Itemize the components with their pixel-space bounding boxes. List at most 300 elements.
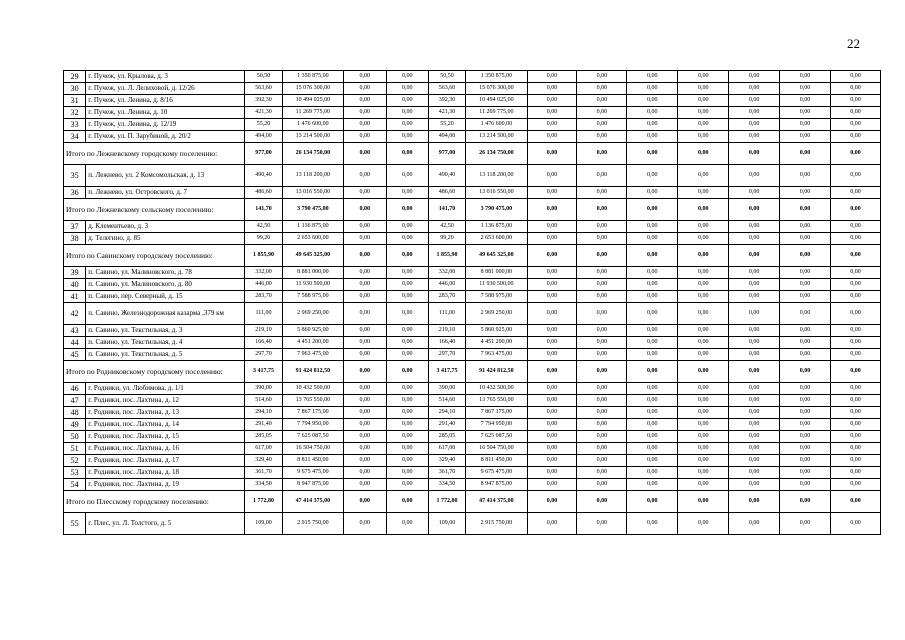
value-cell: 0,00 (627, 119, 678, 131)
row-number: 42 (64, 303, 86, 325)
value-cell: 0,00 (527, 395, 577, 407)
value-cell: 15 076 300,00 (466, 83, 528, 95)
row-number: 30 (64, 83, 86, 95)
value-cell: 0,00 (344, 291, 386, 303)
address-cell: г. Пучеж, ул. Крылова, д. 3 (86, 71, 245, 83)
value-cell: 0,00 (577, 419, 627, 431)
value-cell: 0,00 (386, 83, 428, 95)
value-cell: 0,00 (627, 291, 678, 303)
value-cell: 0,00 (780, 491, 831, 513)
value-cell: 0,00 (344, 119, 386, 131)
value-cell: 0,00 (729, 325, 780, 337)
value-cell: 13 214 500,00 (466, 131, 528, 143)
value-cell: 0,00 (831, 165, 881, 187)
value-cell: 10 432 500,00 (282, 383, 344, 395)
value-cell: 0,00 (678, 419, 729, 431)
row-number: 45 (64, 349, 86, 361)
address-cell: п. Савино, ул. Малиновского, д. 80 (86, 279, 245, 291)
value-cell: 0,00 (386, 187, 428, 199)
value-cell: 1 855,90 (245, 245, 282, 267)
row-number: 54 (64, 479, 86, 491)
value-cell: 1 136 875,00 (282, 221, 344, 233)
value-cell: 0,00 (386, 455, 428, 467)
value-cell: 0,00 (729, 245, 780, 267)
value-cell: 0,00 (577, 337, 627, 349)
value-cell: 0,00 (386, 131, 428, 143)
value-cell: 0,00 (577, 119, 627, 131)
value-cell: 13 016 550,00 (282, 187, 344, 199)
row-number: 55 (64, 513, 86, 535)
table-row (64, 71, 881, 83)
value-cell: 390,00 (245, 383, 282, 395)
value-cell: 0,00 (577, 407, 627, 419)
value-cell: 11 930 500,00 (466, 279, 528, 291)
row-number: 41 (64, 291, 86, 303)
value-cell: 1 772,80 (428, 491, 465, 513)
value-cell: 0,00 (386, 419, 428, 431)
value-cell: 297,70 (245, 349, 282, 361)
subtotal-label: Итого по Лежневскому сельскому поселению: (64, 199, 245, 221)
value-cell: 0,00 (527, 325, 577, 337)
value-cell: 3 790 475,00 (282, 199, 344, 221)
value-cell: 0,00 (386, 383, 428, 395)
value-cell: 0,00 (344, 303, 386, 325)
subtotal-row (64, 491, 881, 513)
value-cell: 0,00 (729, 431, 780, 443)
address-cell: п. Лежнево, ул. Островского, д. 7 (86, 187, 245, 199)
table-row (64, 267, 881, 279)
value-cell: 91 424 812,50 (282, 361, 344, 383)
value-cell: 0,00 (386, 233, 428, 245)
value-cell: 49 645 325,00 (466, 245, 528, 267)
subtotal-row (64, 361, 881, 383)
value-cell: 0,00 (729, 407, 780, 419)
value-cell: 0,00 (831, 131, 881, 143)
value-cell: 0,00 (729, 513, 780, 535)
value-cell: 0,00 (729, 199, 780, 221)
value-cell: 0,00 (729, 419, 780, 431)
value-cell: 0,00 (577, 361, 627, 383)
value-cell: 0,00 (831, 407, 881, 419)
value-cell: 2 915 750,00 (466, 513, 528, 535)
value-cell: 42,50 (245, 221, 282, 233)
value-cell: 0,00 (577, 513, 627, 535)
value-cell: 0,00 (627, 95, 678, 107)
value-cell: 7 588 975,00 (466, 291, 528, 303)
value-cell: 283,70 (245, 291, 282, 303)
value-cell: 0,00 (729, 131, 780, 143)
value-cell: 0,00 (344, 361, 386, 383)
row-number: 38 (64, 233, 86, 245)
value-cell: 0,00 (577, 199, 627, 221)
value-cell: 2 969 250,00 (282, 303, 344, 325)
value-cell: 0,00 (729, 443, 780, 455)
address-cell: г. Родники, ул. Любимова, д. 1/1 (86, 383, 245, 395)
value-cell: 490,40 (245, 165, 282, 187)
value-cell: 0,00 (344, 221, 386, 233)
value-cell: 0,00 (627, 131, 678, 143)
value-cell: 0,00 (627, 467, 678, 479)
value-cell: 0,00 (386, 361, 428, 383)
value-cell: 0,00 (577, 383, 627, 395)
value-cell: 0,00 (527, 383, 577, 395)
value-cell: 0,00 (527, 431, 577, 443)
value-cell: 13 016 550,00 (466, 187, 528, 199)
value-cell: 0,00 (527, 187, 577, 199)
value-cell: 0,00 (729, 187, 780, 199)
value-cell: 13 765 550,00 (282, 395, 344, 407)
table-row (64, 419, 881, 431)
value-cell: 0,00 (729, 303, 780, 325)
value-cell: 617,00 (428, 443, 465, 455)
row-number: 46 (64, 383, 86, 395)
value-cell: 0,00 (831, 83, 881, 95)
value-cell: 329,40 (245, 455, 282, 467)
value-cell: 0,00 (780, 419, 831, 431)
address-cell: г. Пучеж, ул. П. Зарубиной, д. 20/2 (86, 131, 245, 143)
address-cell: г. Родники, пос. Лахтина, д. 15 (86, 431, 245, 443)
value-cell: 0,00 (831, 279, 881, 291)
value-cell: 332,00 (428, 267, 465, 279)
value-cell: 16 504 750,00 (282, 443, 344, 455)
value-cell: 0,00 (577, 143, 627, 165)
value-cell: 8 811 450,00 (282, 455, 344, 467)
value-cell: 0,00 (780, 187, 831, 199)
value-cell: 291,40 (245, 419, 282, 431)
value-cell: 55,20 (245, 119, 282, 131)
value-cell: 0,00 (627, 245, 678, 267)
value-cell: 0,00 (831, 95, 881, 107)
value-cell: 0,00 (577, 187, 627, 199)
table-row (64, 467, 881, 479)
value-cell: 1 350 875,00 (466, 71, 528, 83)
value-cell: 361,70 (245, 467, 282, 479)
value-cell: 111,00 (245, 303, 282, 325)
address-cell: п. Савино, ул. Текстильная, д. 3 (86, 325, 245, 337)
row-number: 31 (64, 95, 86, 107)
value-cell: 0,00 (344, 455, 386, 467)
value-cell: 0,00 (627, 71, 678, 83)
value-cell: 0,00 (527, 443, 577, 455)
value-cell: 0,00 (577, 245, 627, 267)
value-cell: 8 811 450,00 (466, 455, 528, 467)
value-cell: 0,00 (678, 279, 729, 291)
value-cell: 0,00 (678, 71, 729, 83)
value-cell: 0,00 (678, 325, 729, 337)
value-cell: 0,00 (627, 143, 678, 165)
row-number: 50 (64, 431, 86, 443)
value-cell: 0,00 (729, 95, 780, 107)
address-cell: д. Клементьево, д. 3 (86, 221, 245, 233)
value-cell: 0,00 (831, 107, 881, 119)
value-cell: 0,00 (577, 395, 627, 407)
table-row (64, 337, 881, 349)
value-cell: 0,00 (386, 119, 428, 131)
value-cell: 0,00 (831, 325, 881, 337)
value-cell: 0,00 (678, 267, 729, 279)
value-cell: 446,00 (245, 279, 282, 291)
value-cell: 0,00 (831, 431, 881, 443)
value-cell: 0,00 (831, 349, 881, 361)
table-row (64, 233, 881, 245)
value-cell: 0,00 (627, 233, 678, 245)
value-cell: 8 947 875,00 (466, 479, 528, 491)
value-cell: 2 653 600,00 (282, 233, 344, 245)
value-cell: 166,40 (428, 337, 465, 349)
value-cell: 0,00 (678, 303, 729, 325)
value-cell: 490,40 (428, 165, 465, 187)
table-row (64, 513, 881, 535)
value-cell: 0,00 (780, 337, 831, 349)
address-cell: г. Родники, пос. Лахтина, д. 14 (86, 419, 245, 431)
value-cell: 0,00 (627, 419, 678, 431)
value-cell: 0,00 (527, 221, 577, 233)
value-cell: 332,00 (245, 267, 282, 279)
value-cell: 0,00 (527, 361, 577, 383)
value-cell: 141,70 (245, 199, 282, 221)
value-cell: 4 451 200,00 (466, 337, 528, 349)
value-cell: 0,00 (386, 291, 428, 303)
value-cell: 0,00 (678, 199, 729, 221)
value-cell: 7 867 175,00 (282, 407, 344, 419)
value-cell: 0,00 (831, 267, 881, 279)
value-cell: 0,00 (831, 361, 881, 383)
address-cell: п. Савино, ул. Текстильная, д. 4 (86, 337, 245, 349)
value-cell: 0,00 (386, 513, 428, 535)
value-cell: 0,00 (831, 221, 881, 233)
value-cell: 0,00 (577, 71, 627, 83)
value-cell: 0,00 (386, 431, 428, 443)
value-cell: 7 625 087,50 (282, 431, 344, 443)
value-cell: 0,00 (527, 267, 577, 279)
value-cell: 0,00 (729, 83, 780, 95)
value-cell: 3 417,75 (245, 361, 282, 383)
value-cell: 0,00 (678, 221, 729, 233)
value-cell: 0,00 (344, 513, 386, 535)
value-cell: 0,00 (831, 291, 881, 303)
value-cell: 0,00 (627, 407, 678, 419)
value-cell: 0,00 (831, 337, 881, 349)
value-cell: 0,00 (627, 107, 678, 119)
value-cell: 1 476 600,00 (282, 119, 344, 131)
value-cell: 109,00 (428, 513, 465, 535)
value-cell: 0,00 (780, 165, 831, 187)
value-cell: 0,00 (577, 431, 627, 443)
value-cell: 390,00 (428, 383, 465, 395)
value-cell: 0,00 (386, 95, 428, 107)
value-cell: 0,00 (678, 407, 729, 419)
value-cell: 0,00 (577, 95, 627, 107)
value-cell: 8 881 000,00 (282, 267, 344, 279)
value-cell: 0,00 (344, 165, 386, 187)
row-number: 40 (64, 279, 86, 291)
value-cell: 0,00 (527, 119, 577, 131)
value-cell: 494,00 (245, 131, 282, 143)
value-cell: 0,00 (780, 467, 831, 479)
table-row (64, 443, 881, 455)
address-cell: г. Пучеж, ул. Ленина, д. 12/19 (86, 119, 245, 131)
value-cell: 0,00 (577, 291, 627, 303)
value-cell: 0,00 (831, 199, 881, 221)
value-cell: 7 794 950,00 (282, 419, 344, 431)
value-cell: 141,70 (428, 199, 465, 221)
value-cell: 0,00 (577, 479, 627, 491)
value-cell: 0,00 (527, 479, 577, 491)
table-row (64, 455, 881, 467)
value-cell: 13 118 200,00 (466, 165, 528, 187)
value-cell: 7 963 475,00 (282, 349, 344, 361)
value-cell: 0,00 (527, 279, 577, 291)
value-cell: 0,00 (780, 395, 831, 407)
address-cell: г. Родники, пос. Лахтина, д. 12 (86, 395, 245, 407)
value-cell: 0,00 (780, 513, 831, 535)
subtotal-label: Итого по Плесскому городскому поселению: (64, 491, 245, 513)
value-cell: 0,00 (831, 143, 881, 165)
row-number: 47 (64, 395, 86, 407)
value-cell: 10 494 025,00 (282, 95, 344, 107)
value-cell: 0,00 (780, 349, 831, 361)
value-cell: 0,00 (344, 267, 386, 279)
table-row (64, 131, 881, 143)
value-cell: 55,20 (428, 119, 465, 131)
value-cell: 0,00 (831, 455, 881, 467)
value-cell: 0,00 (627, 221, 678, 233)
value-cell: 11 269 775,00 (282, 107, 344, 119)
value-cell: 0,00 (627, 491, 678, 513)
value-cell: 0,00 (627, 443, 678, 455)
value-cell: 285,05 (245, 431, 282, 443)
value-cell: 0,00 (780, 279, 831, 291)
value-cell: 13 214 500,00 (282, 131, 344, 143)
value-cell: 0,00 (678, 83, 729, 95)
value-cell: 0,00 (386, 165, 428, 187)
value-cell: 7 794 950,00 (466, 419, 528, 431)
value-cell: 0,00 (678, 165, 729, 187)
value-cell: 0,00 (527, 131, 577, 143)
value-cell: 11 269 775,00 (466, 107, 528, 119)
value-cell: 0,00 (577, 491, 627, 513)
value-cell: 9 675 475,00 (282, 467, 344, 479)
value-cell: 0,00 (729, 119, 780, 131)
table-row (64, 325, 881, 337)
value-cell: 109,00 (245, 513, 282, 535)
value-cell: 0,00 (780, 71, 831, 83)
value-cell: 0,00 (627, 361, 678, 383)
value-cell: 514,60 (245, 395, 282, 407)
value-cell: 0,00 (527, 291, 577, 303)
table-row (64, 303, 881, 325)
value-cell: 486,60 (428, 187, 465, 199)
value-cell: 0,00 (678, 131, 729, 143)
row-number: 33 (64, 119, 86, 131)
value-cell: 7 625 087,50 (466, 431, 528, 443)
row-number: 51 (64, 443, 86, 455)
value-cell: 0,00 (678, 187, 729, 199)
value-cell: 0,00 (780, 131, 831, 143)
table-row (64, 431, 881, 443)
row-number: 49 (64, 419, 86, 431)
value-cell: 0,00 (831, 187, 881, 199)
address-cell: г. Плес, ул. Л. Толстого, д. 5 (86, 513, 245, 535)
value-cell: 0,00 (678, 513, 729, 535)
value-cell: 0,00 (627, 383, 678, 395)
value-cell: 0,00 (344, 199, 386, 221)
value-cell: 0,00 (780, 95, 831, 107)
value-cell: 0,00 (527, 467, 577, 479)
value-cell: 0,00 (577, 107, 627, 119)
value-cell: 0,00 (729, 107, 780, 119)
address-cell: г. Родники, пос. Лахтина, д. 16 (86, 443, 245, 455)
value-cell: 0,00 (386, 479, 428, 491)
value-cell: 0,00 (344, 325, 386, 337)
value-cell: 9 675 475,00 (466, 467, 528, 479)
value-cell: 7 867 175,00 (466, 407, 528, 419)
value-cell: 421,30 (428, 107, 465, 119)
subtotal-row (64, 245, 881, 267)
address-cell: г. Пучеж, ул. Ленина, д. 10 (86, 107, 245, 119)
value-cell: 0,00 (527, 83, 577, 95)
value-cell: 0,00 (831, 479, 881, 491)
value-cell: 486,60 (245, 187, 282, 199)
value-cell: 0,00 (780, 455, 831, 467)
value-cell: 0,00 (386, 491, 428, 513)
value-cell: 0,00 (831, 383, 881, 395)
value-cell: 47 414 375,00 (282, 491, 344, 513)
value-cell: 15 076 300,00 (282, 83, 344, 95)
value-cell: 0,00 (386, 71, 428, 83)
value-cell: 0,00 (729, 467, 780, 479)
value-cell: 0,00 (527, 165, 577, 187)
address-cell: п. Савино, ул. Текстильная, д. 5 (86, 349, 245, 361)
value-cell: 0,00 (386, 267, 428, 279)
value-cell: 0,00 (729, 491, 780, 513)
table-row (64, 83, 881, 95)
value-cell: 0,00 (780, 245, 831, 267)
value-cell: 47 414 375,00 (466, 491, 528, 513)
value-cell: 0,00 (527, 143, 577, 165)
value-cell: 0,00 (386, 325, 428, 337)
address-cell: п. Лежнево, ул. 2 Комсомольская, д. 13 (86, 165, 245, 187)
value-cell: 0,00 (678, 361, 729, 383)
subtotal-row (64, 199, 881, 221)
value-cell: 294,10 (245, 407, 282, 419)
value-cell: 8 947 875,00 (282, 479, 344, 491)
address-cell: г. Родники, пос. Лахтина, д. 13 (86, 407, 245, 419)
value-cell: 0,00 (386, 221, 428, 233)
value-cell: 334,50 (428, 479, 465, 491)
value-cell: 0,00 (344, 467, 386, 479)
value-cell: 977,00 (428, 143, 465, 165)
value-cell: 0,00 (577, 443, 627, 455)
value-cell: 10 494 025,00 (466, 95, 528, 107)
value-cell: 0,00 (527, 107, 577, 119)
subtotal-label: Итого по Савинскому городскому поселению: (64, 245, 245, 267)
value-cell: 0,00 (729, 383, 780, 395)
value-cell: 0,00 (678, 467, 729, 479)
value-cell: 297,70 (428, 349, 465, 361)
value-cell: 0,00 (780, 199, 831, 221)
value-cell: 0,00 (780, 107, 831, 119)
value-cell: 0,00 (729, 337, 780, 349)
address-cell: г. Родники, пос. Лахтина, д. 19 (86, 479, 245, 491)
value-cell: 446,00 (428, 279, 465, 291)
value-cell: 91 424 812,50 (466, 361, 528, 383)
value-cell: 0,00 (729, 267, 780, 279)
value-cell: 0,00 (344, 383, 386, 395)
value-cell: 0,00 (527, 419, 577, 431)
value-cell: 494,00 (428, 131, 465, 143)
value-cell: 13 765 550,00 (466, 395, 528, 407)
